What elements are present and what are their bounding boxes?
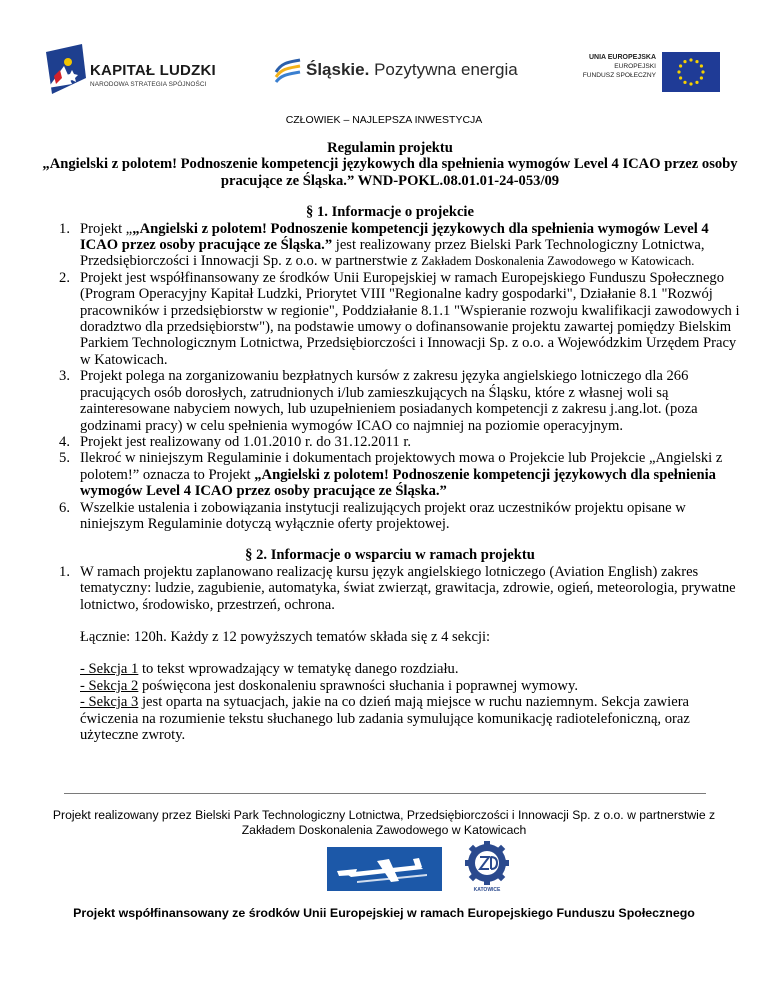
kapital-ludzki-title: KAPITAŁ LUDZKI <box>90 62 216 79</box>
section1-heading: § 1. Informacje o projekcie <box>306 204 474 221</box>
sekcja-label: - Sekcja 2 <box>80 677 139 694</box>
item5-text: Ilekroć w niniejszym Regulaminie i dokumentach projektowych mowa o Projekcie lub Projekcie „Angielski z polotem!” oznacza to Projekt <box>80 450 723 483</box>
eu-text <box>583 53 656 80</box>
item5-bold: „Angielski z polotem! Podnoszenie kompetencji językowych dla spełnienia wymogów Level 4 ICAO przez osoby pracujące ze Śląska.” <box>80 466 716 500</box>
sekcja-item <box>80 678 740 694</box>
section2-list <box>40 564 740 613</box>
sekcja-text: jest oparta na sytuacjach, jakie na co dzień mają miejsce w ruchu naziemnym. Sekcja zawiera ćwiczenia na rozumienie tekstu słuchanego lub zadania symulujące komunikację radiotelefoniczną, oraz użyteczne zwroty. <box>80 694 690 743</box>
slaskie-name: Śląskie. <box>306 60 370 79</box>
footer-cofinancing: Projekt współfinansowany ze środków Unii Europejskiej w ramach Europejskiego Funduszu Społecznego <box>73 906 695 920</box>
item-number: 5. <box>59 450 70 467</box>
eu-line1: UNIA EUROPEJSKA <box>588 54 656 61</box>
kapital-ludzki-emblem-icon <box>42 44 88 100</box>
item1-bold: „Angielski z polotem! Podnoszenie kompetencji językowych dla spełnienia wymogów Level 4 ICAO przez osoby pracujące ze Śląska.” <box>80 220 709 254</box>
slaskie-text <box>306 60 518 80</box>
eu-flag-icon <box>662 52 720 92</box>
footer-partners: Projekt realizowany przez Bielski Park Technologiczny Lotnictwa, Przedsiębiorczości i Innowacji Sp. z o.o. w partnerstwie z Zakładem Doskonalenia Zawodowego w Katowicach <box>52 808 716 837</box>
slaskie-tagline: Pozytywna energia <box>374 60 518 79</box>
eu-line3: FUNDUSZ SPOŁECZNY <box>582 72 656 79</box>
eu-logo <box>560 50 720 95</box>
sekcja-label: - Sekcja 1 <box>80 661 139 678</box>
item-number: 1. <box>59 220 70 237</box>
slogan: CZŁOWIEK – NAJLEPSZA INWESTYCJA <box>285 114 483 126</box>
item1-pre: Projekt „ <box>80 220 133 237</box>
list-item <box>40 270 740 368</box>
list-item <box>40 564 740 613</box>
kapital-ludzki-logo <box>42 44 232 100</box>
document-body <box>40 140 740 743</box>
item3-text: Projekt polega na zorganizowaniu bezpłatnych kursów z zakresu języka angielskiego lotniczego dla 266 pracujących osób dorosłych, zatrudnionych i/lub zamieszkujących na Śląsku, które z własnej woli są zainteresowane nabyciem nowych, lub uzupełnieniem posiadanych kompetencji z zakresu j.ang.lot. (poza godzinami pracy) w celu spełnienia wymogów ICAO co najmniej na poziomie operacyjnym. <box>80 368 698 434</box>
item2-text: Projekt jest współfinansowany ze środków Unii Europejskiej w ramach Europejskiego Funduszu Społecznego (Program Operacyjny Kapitał Ludzki, Priorytet VIII "Regionalne kadry gospodarki", Działanie 8.1 "Rozwój pracowników i przedsiębiorstw w regionie", Poddziałanie 8.1.1 "Wspieranie rozwoju kwalifikacji zawodowych i doradztwo dla przedsiębiorstw"), na podstawie umowy o dofinansowanie projektu zawartej pomiędzy Bielskim Parkiem Technologicznym Lotnictwa, Przedsiębiorczości i Innowacji Sp. z o.o. a Wojewódzkim Urzędem Pracy w Katowicach. <box>80 269 740 368</box>
sekcja-item <box>80 694 740 743</box>
slaskie-logo <box>274 56 518 86</box>
list-item <box>40 221 740 270</box>
plane-logo-icon <box>327 847 442 891</box>
list-item <box>40 500 740 533</box>
total-hours: Łącznie: 120h. Każdy z 12 powyższych tematów składa się z 4 sekcji: <box>80 628 491 645</box>
item-number: 3. <box>59 368 70 385</box>
section2-heading: § 2. Informacje o wsparciu w ramach projektu <box>245 547 535 564</box>
eu-line2: EUROPEJSKI <box>614 63 656 70</box>
document-subtitle: „Angielski z polotem! Podnoszenie kompetencji językowych dla spełnienia wymogów Level 4 ICAO przez osoby pracujące ze Śląska.” WND-POKL.08.01.01-24-053/09 <box>42 156 738 189</box>
sekcja-text: to tekst wprowadzający w tematykę danego rozdziału. <box>138 661 459 678</box>
item1-text: jest realizowany przez Bielski Park Technologiczny Lotnictwa, Przedsiębiorczości i Innowacji Sp. z o.o. w partnerstwie z <box>80 237 705 270</box>
item4-text: Projekt jest realizowany od 1.01.2010 r. do 31.12.2011 r. <box>80 433 412 450</box>
item1-small: Zakładem Doskonalenia Zawodowego w Katowicach. <box>421 254 695 269</box>
sekcja-text: poświęcona jest doskonaleniu sprawności słuchania i poprawnej wymowy. <box>138 677 578 694</box>
sekcja-item <box>80 661 740 677</box>
item-number: 1. <box>59 563 70 580</box>
sekcja-label: - Sekcja 3 <box>80 694 139 711</box>
item6-text: Wszelkie ustalenia i zobowiązania instytucji realizujących projekt oraz uczestników projektu opisane w niniejszym Regulaminie dotyczą wyłącznie oferty projektowej. <box>80 499 686 532</box>
list-item <box>40 368 740 434</box>
list-item <box>40 434 740 450</box>
zdz-logo <box>461 841 513 897</box>
item-number: 6. <box>59 499 70 516</box>
zdz-caption: KATOWICE <box>473 887 501 893</box>
footer-divider <box>64 793 706 794</box>
sekcje-list <box>40 661 740 743</box>
slaskie-waves-icon <box>274 58 302 84</box>
item-number: 4. <box>59 433 70 450</box>
kapital-ludzki-subtitle: NARODOWA STRATEGIA SPÓJNOŚCI <box>90 81 207 88</box>
list-item <box>40 450 740 499</box>
document-title: Regulamin projektu <box>327 140 453 156</box>
section1-list <box>40 221 740 533</box>
s2-item1-text: W ramach projektu zaplanowano realizację kursu język angielskiego lotniczego (Aviation English) zakres tematyczny: ludzie, zagubienie, automatyka, świat zwierząt, grawitacja, zdrowie, ogień, meteorologia, prywatne lotnictwo, środowisko, przestrzeń, ochrona. <box>80 563 736 613</box>
item-number: 2. <box>59 269 70 286</box>
